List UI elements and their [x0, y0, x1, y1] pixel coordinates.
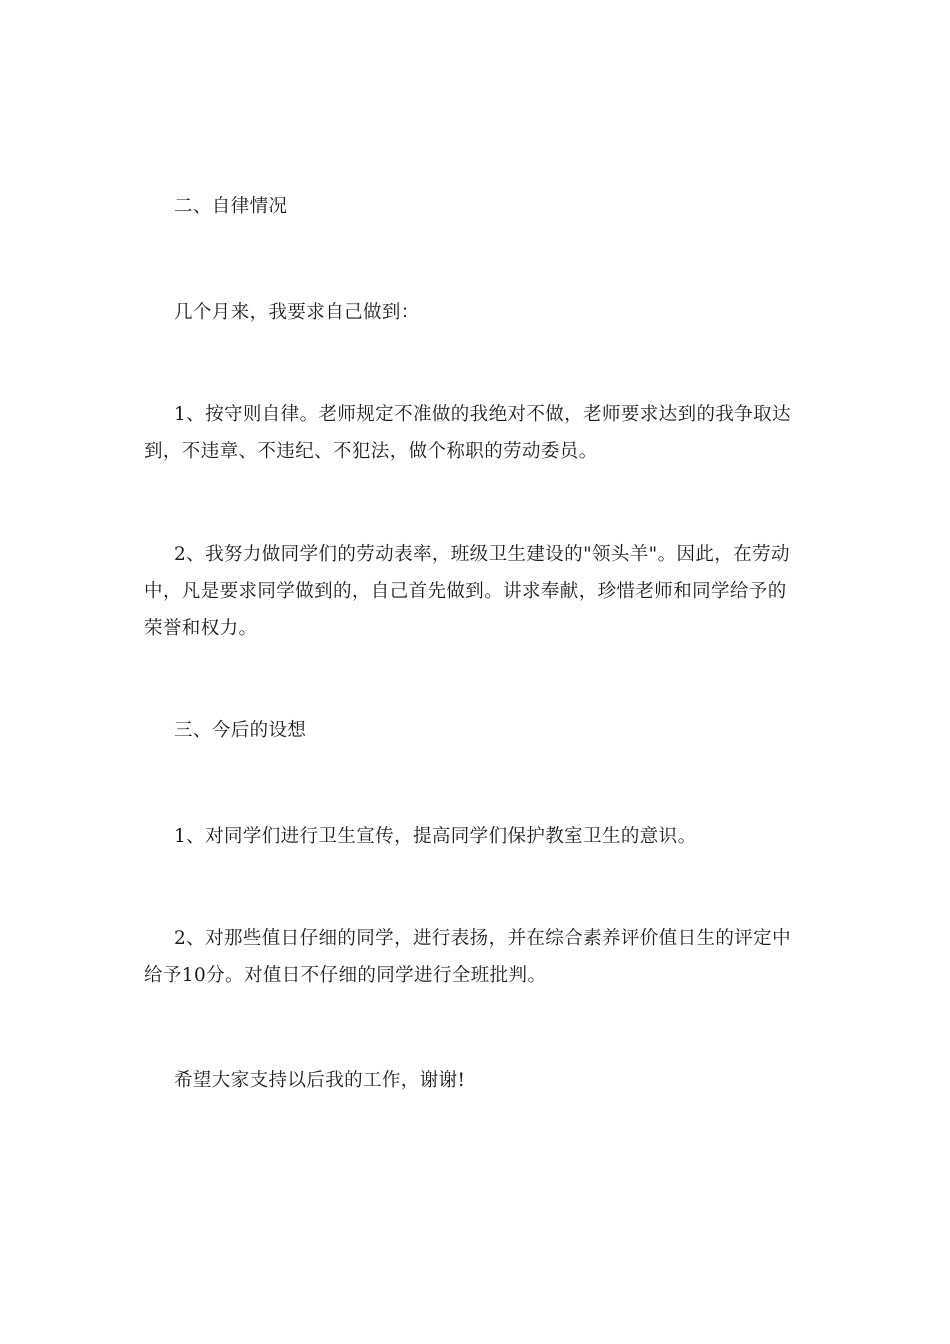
section-heading-future-plans: 三、今后的设想: [174, 720, 307, 741]
section-heading-self-discipline: 二、自律情况: [174, 196, 288, 217]
paragraph-plan-2: 2、对那些值日仔细的同学，进行表扬，并在综合素养评价值日生的评定中给予10分。对值日不仔细的同学进行全班批判。: [144, 928, 791, 986]
paragraph-item-1: 1、按守则自律。老师规定不准做的我绝对不做，老师要求达到的我争取达到，不违章、不违纪、不犯法，做个称职的劳动委员。: [144, 404, 791, 462]
paragraph-plan-1: 1、对同学们进行卫生宣传，提高同学们保护教室卫生的意识。: [174, 826, 697, 847]
paragraph-intro: 几个月来，我要求自己做到：: [174, 302, 420, 323]
paragraph-item-2: 2、我努力做同学们的劳动表率，班级卫生建设的"领头羊"。因此，在劳动中，凡是要求同学做到的，自己首先做到。讲求奉献，珍惜老师和同学给予的荣誉和权力。: [144, 544, 790, 639]
paragraph-closing: 希望大家支持以后我的工作，谢谢!: [174, 1070, 466, 1091]
